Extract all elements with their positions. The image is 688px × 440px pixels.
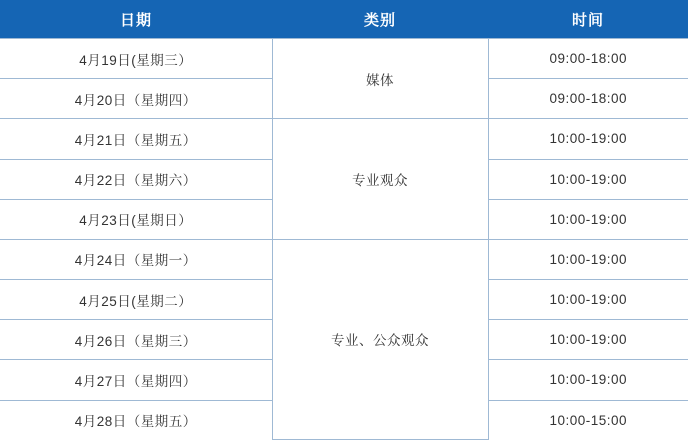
time-cell: 10:00-19:00 — [488, 159, 688, 199]
date-cell: 4月25日(星期二） — [0, 280, 272, 320]
table-row — [0, 39, 688, 79]
time-cell: 10:00-19:00 — [488, 280, 688, 320]
time-cell: 10:00-19:00 — [488, 119, 688, 159]
table-row — [0, 119, 688, 159]
time-cell: 10:00-19:00 — [488, 320, 688, 360]
time-cell: 09:00-18:00 — [488, 39, 688, 79]
time-cell: 10:00-19:00 — [488, 239, 688, 279]
column-header-time: 时间 — [488, 0, 688, 39]
category-cell: 媒体 — [272, 39, 488, 119]
date-cell: 4月21日（星期五） — [0, 119, 272, 159]
category-cell: 专业观众 — [272, 119, 488, 240]
date-cell: 4月19日(星期三） — [0, 39, 272, 79]
time-cell: 09:00-18:00 — [488, 79, 688, 119]
column-header-category: 类别 — [272, 0, 488, 39]
date-cell: 4月26日（星期三） — [0, 320, 272, 360]
date-cell: 4月28日（星期五） — [0, 400, 272, 439]
time-cell: 10:00-15:00 — [488, 400, 688, 439]
date-cell: 4月20日（星期四） — [0, 79, 272, 119]
date-cell: 4月27日（星期四） — [0, 360, 272, 400]
header-row — [0, 0, 688, 39]
category-cell: 专业、公众观众 — [272, 239, 488, 439]
time-cell: 10:00-19:00 — [488, 199, 688, 239]
date-cell: 4月22日（星期六） — [0, 159, 272, 199]
date-cell: 4月23日(星期日） — [0, 199, 272, 239]
date-cell: 4月24日（星期一） — [0, 239, 272, 279]
table-body — [0, 39, 688, 440]
column-header-date: 日期 — [0, 0, 272, 39]
table-header — [0, 0, 688, 39]
table-row — [0, 239, 688, 279]
time-cell: 10:00-19:00 — [488, 360, 688, 400]
